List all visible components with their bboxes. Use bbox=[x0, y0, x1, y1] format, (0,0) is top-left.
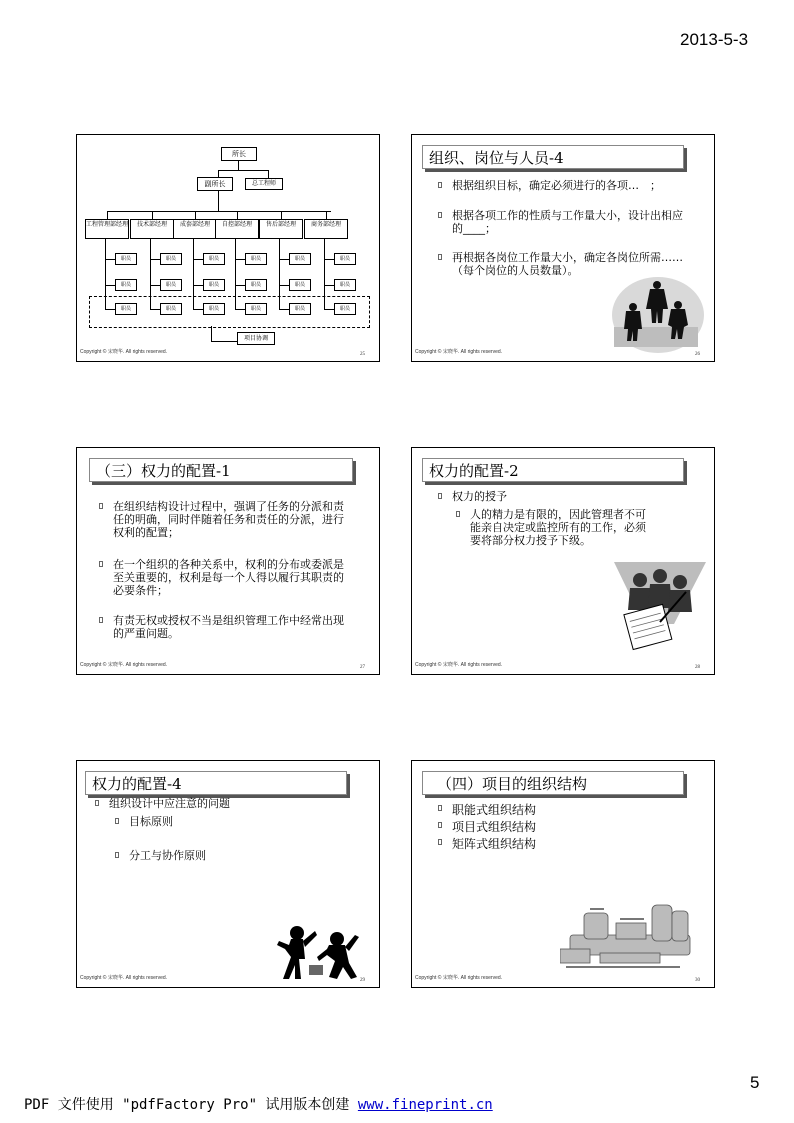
footer-text: PDF 文件使用 "pdfFactory Pro" 试用版本创建 bbox=[24, 1097, 358, 1113]
bullet-item: 有责无权或授权不当是组织管理工作中经常出现的严重问题。 bbox=[99, 614, 349, 640]
org-box-department: 商务部经理 bbox=[304, 219, 348, 239]
slide-number: 30 bbox=[695, 978, 700, 983]
bullet-item: 项目式组织结构 bbox=[438, 819, 688, 835]
bullet-item: 组织设计中应注意的问题 bbox=[95, 797, 345, 810]
org-box-department: 售后部经理 bbox=[259, 219, 303, 239]
org-box-staff: 职员 bbox=[203, 279, 225, 291]
org-box-staff: 职员 bbox=[245, 253, 267, 265]
org-box-director: 所长 bbox=[221, 147, 257, 161]
org-box-department: 自控部经理 bbox=[215, 219, 259, 239]
org-box-project-coordination: 项目协调 bbox=[237, 332, 275, 345]
slide-number: 27 bbox=[360, 665, 365, 670]
copyright: Copyright © 宋晓华. All rights reserved. bbox=[80, 975, 168, 981]
org-box-staff: 职员 bbox=[245, 279, 267, 291]
org-box-staff: 职员 bbox=[160, 279, 182, 291]
date-header: 2013-5-3 bbox=[680, 30, 749, 49]
copyright: Copyright © 宋晓华. All rights reserved. bbox=[415, 662, 503, 668]
dancing-figures-illustration bbox=[271, 921, 363, 985]
org-box-staff: 职员 bbox=[334, 253, 356, 265]
org-box-department: 成套部经理 bbox=[173, 219, 217, 239]
slide-title: （四）项目的组织结构 bbox=[422, 771, 684, 795]
sub-bullet-item: 人的精力是有限的，因此管理者不可能亲自决定或监控所有的工作，必须要将部分权力授予下级。 bbox=[456, 508, 656, 547]
copyright: Copyright © 宋晓华. All rights reserved. bbox=[415, 349, 503, 355]
bullet-item: 再根据各岗位工作量大小，确定各岗位所需……（每个岗位的人员数量）。 bbox=[438, 251, 693, 277]
bullet-item: 权力的授予 bbox=[438, 490, 688, 503]
footer-link[interactable]: www.fineprint.cn bbox=[357, 1097, 493, 1113]
slide-27 bbox=[76, 447, 380, 675]
slide-title: 组织、岗位与人员-4 bbox=[422, 145, 684, 169]
slide-number: 29 bbox=[360, 978, 365, 983]
slide-number: 25 bbox=[360, 352, 365, 357]
org-box-staff: 职员 bbox=[203, 303, 225, 315]
org-box-department: 工程管理部经理 bbox=[85, 219, 129, 239]
bullet-item: 在一个组织的各种关系中，权利的分布或委派是至关重要的，权利是每一个人得以履行其职责的必要条件； bbox=[99, 558, 349, 597]
org-box-chief-engineer: 总工程师 bbox=[245, 178, 283, 190]
slide-28 bbox=[411, 447, 715, 675]
org-box-staff: 职员 bbox=[115, 303, 137, 315]
org-box-deputy: 副所长 bbox=[197, 177, 233, 191]
slide-29 bbox=[76, 760, 380, 988]
org-box-staff: 职员 bbox=[115, 279, 137, 291]
org-box-staff: 职员 bbox=[245, 303, 267, 315]
bullet-item: 根据各项工作的性质与工作量大小，设计出相应的____； bbox=[438, 209, 693, 235]
meeting-illustration bbox=[614, 558, 706, 654]
bullet-item: 职能式组织结构 bbox=[438, 802, 688, 818]
slide-title: 权力的配置-4 bbox=[85, 771, 347, 795]
page-number: 5 bbox=[750, 1073, 760, 1092]
business-people-illustration bbox=[608, 275, 704, 355]
sub-bullet-item: 分工与协作原则 bbox=[115, 849, 315, 862]
org-box-staff: 职员 bbox=[334, 303, 356, 315]
org-box-staff: 职员 bbox=[334, 279, 356, 291]
copyright: Copyright © 宋晓华. All rights reserved. bbox=[80, 349, 168, 355]
bullet-item: 在组织结构设计过程中，强调了任务的分派和责任的明确，同时伴随着任务和责任的分派，进行权利的配置； bbox=[99, 500, 349, 539]
org-box-staff: 职员 bbox=[289, 279, 311, 291]
project-dashed-box bbox=[89, 296, 370, 328]
org-box-staff: 职员 bbox=[203, 253, 225, 265]
slide-number: 28 bbox=[695, 665, 700, 670]
copyright: Copyright © 宋晓华. All rights reserved. bbox=[415, 975, 503, 981]
slide-number: 26 bbox=[695, 352, 700, 357]
org-box-staff: 职员 bbox=[115, 253, 137, 265]
bullet-item: 根据组织目标，确定必须进行的各项… ； bbox=[438, 179, 693, 192]
org-box-staff: 职员 bbox=[289, 253, 311, 265]
bullet-item: 矩阵式组织结构 bbox=[438, 836, 688, 852]
org-box-department: 技术部经理 bbox=[130, 219, 174, 239]
factory-equipment-illustration bbox=[560, 901, 698, 975]
org-box-staff: 职员 bbox=[160, 303, 182, 315]
org-box-staff: 职员 bbox=[289, 303, 311, 315]
org-box-staff: 职员 bbox=[160, 253, 182, 265]
slide-25 bbox=[76, 134, 380, 362]
slide-30 bbox=[411, 760, 715, 988]
pdf-footer bbox=[24, 1094, 493, 1114]
sub-bullet-item: 目标原则 bbox=[115, 815, 315, 828]
slide-26 bbox=[411, 134, 715, 362]
copyright: Copyright © 宋晓华. All rights reserved. bbox=[80, 662, 168, 668]
slide-title: 权力的配置-2 bbox=[422, 458, 684, 482]
slide-title: （三）权力的配置-1 bbox=[89, 458, 353, 482]
